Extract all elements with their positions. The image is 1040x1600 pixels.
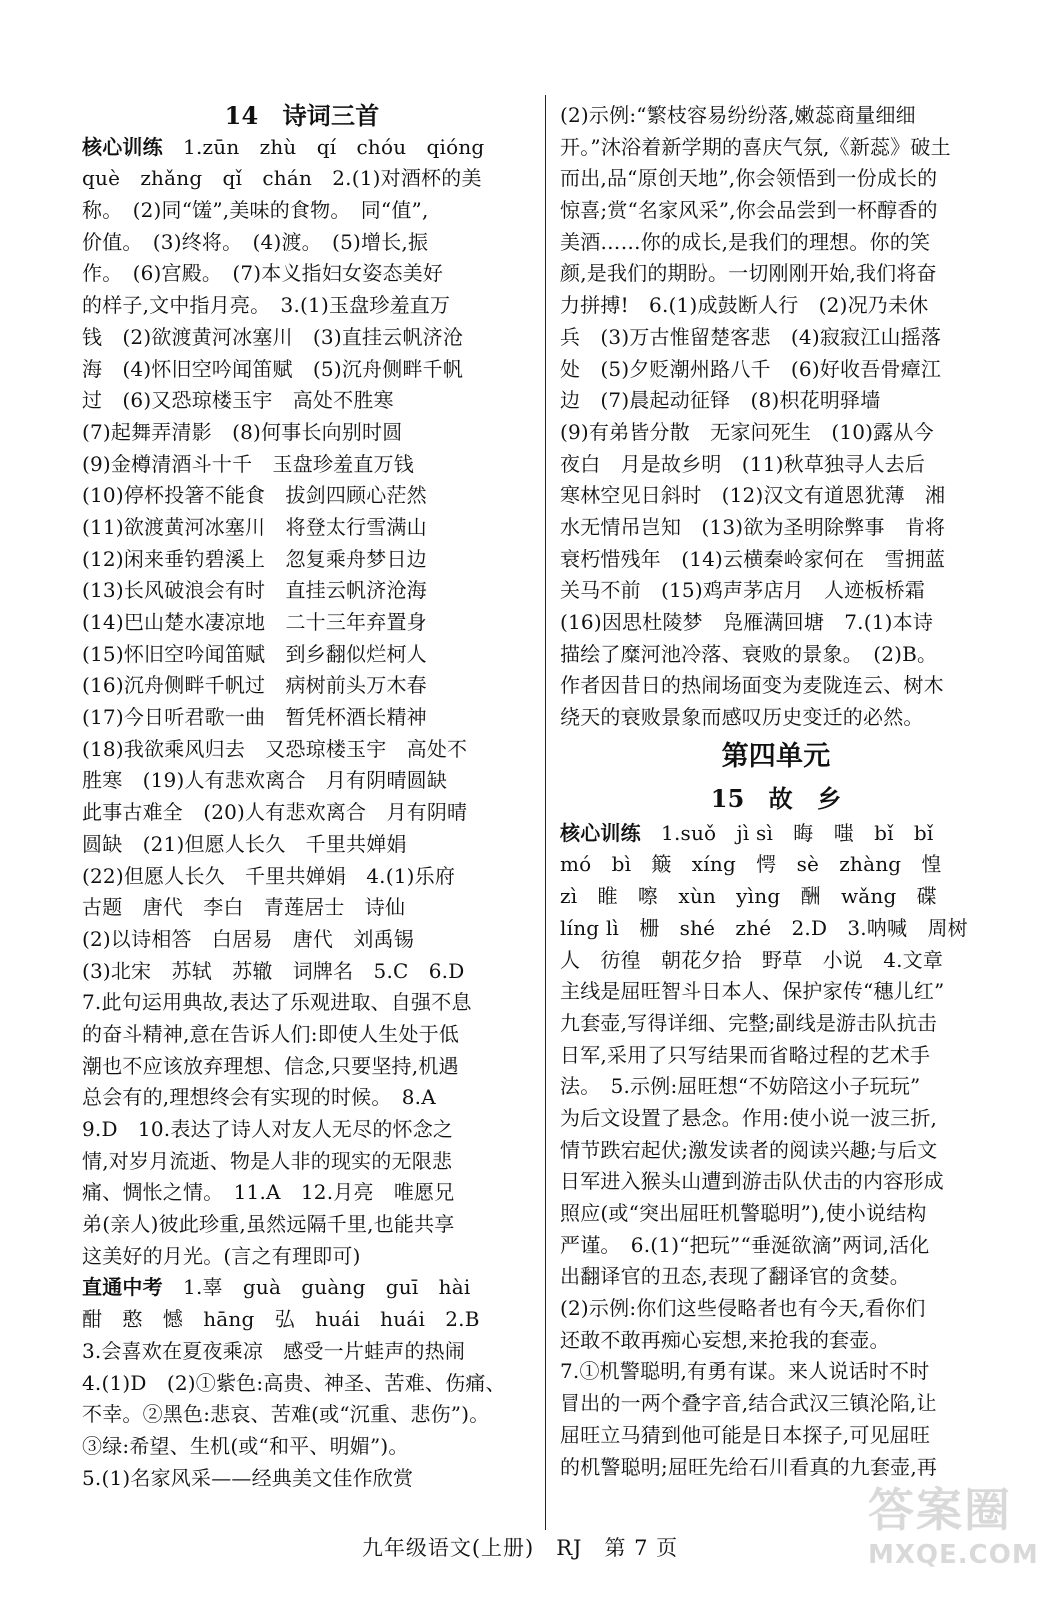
line-text: 屈旺立马猜到他可能是日本探子,可见屈旺 [560, 1422, 931, 1447]
text-line [560, 1135, 992, 1167]
line-text: 照应(或“突出屈旺机警聪明”),使小说结构 [560, 1201, 927, 1225]
line-text: 圆缺 (21)但愿人长久 千里共婵娟 [82, 831, 407, 856]
line-text: 关马不前 (15)鸡声茅店月 人迹板桥霜 [560, 578, 926, 603]
watermark-logo [868, 1480, 1039, 1590]
text-line [82, 480, 522, 512]
line-text: 作者因昔日的热闹场面变为麦陇连云、树木 [560, 673, 944, 698]
line-text: 1.zūn zhù qí chóu qióng [183, 134, 485, 159]
text-line [82, 1051, 522, 1083]
text-line [82, 1146, 522, 1178]
text-line [560, 544, 992, 576]
watermark-url: MXQE.COM [868, 1540, 1039, 1570]
text-line [560, 702, 992, 734]
text-line [560, 290, 992, 322]
text-line [82, 702, 522, 734]
text-line [82, 924, 522, 956]
text-line [82, 195, 522, 227]
text-line [82, 734, 522, 766]
lesson-title-15: 15 故 乡 [710, 783, 842, 813]
line-text: (9)金樽清酒斗十千 玉盘珍羞直万钱 [82, 451, 414, 476]
text-line [82, 987, 522, 1019]
line-text: 九套壶,写得详细、完整;副线是游击队抗击 [560, 1010, 938, 1035]
line-text: 严谨。 6.(1)“把玩”“垂涎欲滴”两词,活化 [560, 1232, 930, 1257]
text-line [560, 195, 992, 227]
line-text: 9.D 10.表达了诗人对友人无尽的怀念之 [82, 1117, 454, 1141]
line-text: zì 睢 嚓 xùn yìng 酬 wǎng 碟 [560, 884, 937, 909]
text-line [82, 163, 522, 195]
line-text: 7.此句运用典故,表达了乐观进取、自强不息 [82, 990, 472, 1015]
section-heading: 直通中考 [82, 1275, 163, 1300]
line-text: 的样子,文中指月亮。 3.(1)玉盘珍羞直万 [82, 293, 451, 318]
line-text: (2)以诗相答 白居易 唐代 刘禹锡 [82, 926, 414, 951]
text-line [560, 1293, 992, 1325]
line-text: 为后文设置了悬念。作用:使小说一波三折, [560, 1105, 938, 1130]
line-text: 弟(亲人)彼此珍重,虽然远隔千里,也能共享 [82, 1212, 455, 1237]
text-line [560, 607, 992, 639]
line-text: 法。 5.示例:屈旺想“不妨陪这小子玩玩” [560, 1074, 921, 1099]
line-text: 4.(1)D (2)①紫色:高贵、神圣、苦难、伤痛、 [82, 1370, 506, 1395]
text-line [82, 670, 522, 702]
line-text: (16)因思杜陵梦 凫雁满回塘 7.(1)本诗 [560, 610, 934, 634]
line-text: 情节跌宕起伏;激发读者的阅读兴趣;与后文 [560, 1137, 938, 1162]
text-line [82, 1241, 522, 1273]
line-text: 衰朽惜残年 (14)云横秦岭家何在 雪拥蓝 [560, 546, 946, 571]
line-text: mó bì 簸 xíng 愕 sè zhàng 惶 [560, 852, 942, 877]
line-text: 人 彷徨 朝花夕拾 野草 小说 4.文章 [560, 947, 944, 972]
line-text: 情,对岁月流逝、物是人非的现实的无限悲 [82, 1148, 453, 1173]
text-line [82, 1336, 522, 1368]
line-text: 胜寒 (19)人有悲欢离合 月有阴晴圆缺 [82, 768, 448, 793]
line-text: (3)北宋 苏轼 苏辙 词牌名 5.C 6.D [82, 958, 465, 983]
line-text: 5.(1)名家风采——经典美文佳作欣赏 [82, 1465, 414, 1490]
text-line [560, 1452, 992, 1484]
line-text: (16)沉舟侧畔千帆过 病树前头万木春 [82, 673, 427, 698]
line-text: 出翻译官的丑态,表现了翻译官的贪婪。 [560, 1264, 910, 1289]
text-line [82, 892, 522, 924]
text-line [82, 290, 522, 322]
text-line [560, 100, 992, 132]
line-text: 处 (5)夕贬潮州路八千 (6)好收吾骨瘴江 [560, 356, 942, 381]
text-line [82, 1082, 522, 1114]
line-text: 而出,品“原创天地”,你会领悟到一份成长的 [560, 166, 938, 191]
line-text: (12)闲来垂钓碧溪上 忽复乘舟梦日边 [82, 546, 427, 571]
line-text: líng lì 栅 shé zhé 2.D 3.呐喊 周树 [560, 915, 968, 940]
text-line [560, 1420, 992, 1452]
text-line [560, 849, 992, 881]
text-line [82, 385, 522, 417]
line-text: 还敢不敢再痴心妄想,来抢我的套壶。 [560, 1327, 890, 1352]
section-heading: 核心训练 [560, 820, 641, 845]
line-text: 潮也不应该放弃理想、信念,只要坚持,机遇 [82, 1053, 459, 1078]
right-column [560, 100, 992, 1483]
text-line [82, 1368, 522, 1400]
text-line [82, 132, 522, 164]
text-line [560, 1198, 992, 1230]
text-line [560, 354, 992, 386]
unit-title: 第四单元 [721, 740, 831, 772]
text-line [82, 607, 522, 639]
column-divider [545, 95, 546, 1530]
line-text: 绕天的衰败景象而感叹历史变迁的必然。 [560, 705, 924, 730]
line-text: 过 (6)又恐琼楼玉宇 高处不胜寒 [82, 388, 394, 413]
line-text: (2)示例:你们这些侵略者也有今天,看你们 [560, 1296, 926, 1321]
line-text: (9)有弟皆分散 无家问死生 (10)露从今 [560, 419, 934, 444]
line-text: 不幸。②黑色:悲哀、苦难(或“沉重、悲伤”)。 [82, 1402, 490, 1427]
line-text: (14)巴山楚水凄凉地 二十三年弃置身 [82, 610, 427, 634]
line-text: 3.会喜欢在夏夜乘凉 感受一片蛙声的热闹 [82, 1338, 466, 1363]
line-text: 的奋斗精神,意在告诉人们:即使人生处于低 [82, 1021, 460, 1046]
text-line [560, 417, 992, 449]
right-lines-top [560, 100, 992, 734]
text-line [82, 956, 522, 988]
right-lines-bottom [560, 818, 992, 1483]
text-line [560, 1356, 992, 1388]
text-line [560, 512, 992, 544]
left-column [82, 100, 522, 1494]
line-text: 力拼搏! 6.(1)成鼓断人行 (2)况乃未休 [560, 293, 929, 318]
text-line [82, 1399, 522, 1431]
text-line [82, 1431, 522, 1463]
line-text: 的机警聪明;屈旺先给石川看真的九套壶,再 [560, 1454, 938, 1479]
page-footer: 九年级语文(上册) RJ 第 7 页 [361, 1536, 679, 1560]
text-line [560, 881, 992, 913]
line-text: 开。”沐浴着新学期的喜庆气氛,《新蕊》破土 [560, 134, 951, 159]
line-text: 水无情吊岂知 (13)欲为圣明除弊事 肯将 [560, 514, 946, 539]
text-line [560, 818, 992, 850]
text-line [82, 449, 522, 481]
text-line [560, 976, 992, 1008]
line-text: 海 (4)怀旧空吟闻笛赋 (5)沉舟侧畔千帆 [82, 356, 464, 381]
line-text: 称。 (2)同“馐”,美味的食物。 同“值”, [82, 198, 429, 223]
text-line [560, 385, 992, 417]
line-text: 7.①机警聪明,有勇有谋。来人说话时不时 [560, 1359, 930, 1384]
text-line [82, 258, 522, 290]
line-text: (17)今日听君歌一曲 暂凭杯酒长精神 [82, 705, 427, 730]
line-text: 描绘了糜河池冷落、衰败的景象。 (2)B。 [560, 641, 938, 666]
text-line [82, 1272, 522, 1304]
line-text: 颜,是我们的期盼。一切刚刚开始,我们将奋 [560, 261, 937, 286]
line-text: 1.辜 guà guàng guī hài [183, 1275, 471, 1300]
text-line [560, 1040, 992, 1072]
text-line [82, 544, 522, 576]
text-line [560, 227, 992, 259]
text-line [560, 322, 992, 354]
left-lines [82, 132, 522, 1495]
line-text: 痛、惆怅之情。 11.A 12.月亮 唯愿兄 [82, 1180, 455, 1205]
text-line [560, 1071, 992, 1103]
line-text: 兵 (3)万古惟留楚客悲 (4)寂寂江山摇落 [560, 324, 942, 349]
line-text: (15)怀旧空吟闻笛赋 到乡翻似烂柯人 [82, 641, 427, 666]
text-line [82, 1463, 522, 1495]
text-line [560, 449, 992, 481]
text-line [82, 765, 522, 797]
line-text: 寒林空见日斜时 (12)汉文有道恩犹薄 湘 [560, 483, 946, 508]
text-line [82, 1304, 522, 1336]
text-line [560, 945, 992, 977]
line-text: 此事古难全 (20)人有悲欢离合 月有阴晴 [82, 800, 468, 825]
text-line [560, 1261, 992, 1293]
text-line [82, 227, 522, 259]
line-text: 总会有的,理想终会有实现的时候。 8.A [82, 1085, 436, 1110]
text-line [82, 322, 522, 354]
line-text: 价值。 (3)终将。 (4)渡。 (5)增长,振 [82, 229, 429, 254]
text-line [82, 639, 522, 671]
line-text: (10)停杯投箸不能食 拔剑四顾心茫然 [82, 483, 427, 508]
text-line [560, 639, 992, 671]
text-line [82, 1177, 522, 1209]
text-line [82, 1209, 522, 1241]
section-heading: 核心训练 [82, 134, 163, 159]
text-line [82, 1114, 522, 1146]
line-text: 惊喜;赏“名家风采”,你会品尝到一杯醇香的 [560, 198, 938, 223]
text-line [82, 797, 522, 829]
line-text: 作。 (6)宫殿。 (7)本义指妇女姿态美好 [82, 261, 444, 286]
line-text: (22)但愿人长久 千里共婵娟 4.(1)乐府 [82, 863, 456, 888]
line-text: 美酒……你的成长,是我们的理想。你的笑 [560, 229, 931, 254]
line-text: ③绿:希望、生机(或“和平、明媚”)。 [82, 1433, 409, 1458]
text-line [560, 1388, 992, 1420]
line-text: (7)起舞弄清影 (8)何事长向别时圆 [82, 419, 403, 444]
line-text: 1.suǒ jì sì 晦 嗤 bǐ bǐ [661, 820, 934, 845]
line-text: (2)示例:“繁枝容易纷纷落,嫩蕊商量细细 [560, 103, 916, 127]
text-line [82, 861, 522, 893]
text-line [560, 163, 992, 195]
text-line [82, 512, 522, 544]
line-text: (13)长风破浪会有时 直挂云帆济沧海 [82, 578, 427, 603]
text-line [560, 258, 992, 290]
text-line [560, 480, 992, 512]
text-line [82, 575, 522, 607]
text-line [82, 829, 522, 861]
text-line [560, 913, 992, 945]
line-text: què zhǎng qǐ chán 2.(1)对酒杯的美 [82, 166, 482, 191]
line-text: 这美好的月光。(言之有理即可) [82, 1243, 361, 1268]
text-line [560, 1103, 992, 1135]
lesson-title-14: 14 诗词三首 [224, 101, 380, 130]
line-text: 冒出的一两个叠字音,结合武汉三镇沦陷,让 [560, 1391, 937, 1416]
line-text: 古题 唐代 李白 青莲居士 诗仙 [82, 895, 406, 920]
text-line [560, 1166, 992, 1198]
text-line [560, 670, 992, 702]
text-line [560, 575, 992, 607]
text-line [82, 417, 522, 449]
watermark-text: 答案圈 [868, 1483, 1012, 1537]
line-text: (18)我欲乘风归去 又恐琼楼玉宇 高处不 [82, 736, 468, 761]
text-line [560, 1325, 992, 1357]
line-text: 边 (7)晨起动征铎 (8)枳花明驿墙 [560, 388, 881, 413]
text-line [560, 1008, 992, 1040]
line-text: 日军进入猴头山遭到游击队伏击的内容形成 [560, 1169, 944, 1194]
line-text: 夜白 月是故乡明 (11)秋草独寻人去后 [560, 451, 926, 476]
text-line [560, 132, 992, 164]
line-text: 钱 (2)欲渡黄河冰塞川 (3)直挂云帆济沧 [82, 324, 464, 349]
line-text: (11)欲渡黄河冰塞川 将登太行雪满山 [82, 514, 427, 539]
text-line [560, 1230, 992, 1262]
line-text: 日军,采用了只写结果而省略过程的艺术手 [560, 1042, 931, 1067]
line-text: 主线是屈旺智斗日本人、保护家传“穗儿红” [560, 979, 945, 1004]
text-line [82, 354, 522, 386]
text-line [82, 1019, 522, 1051]
line-text: 酣 憨 憾 hāng 弘 huái huái 2.B [82, 1307, 480, 1332]
